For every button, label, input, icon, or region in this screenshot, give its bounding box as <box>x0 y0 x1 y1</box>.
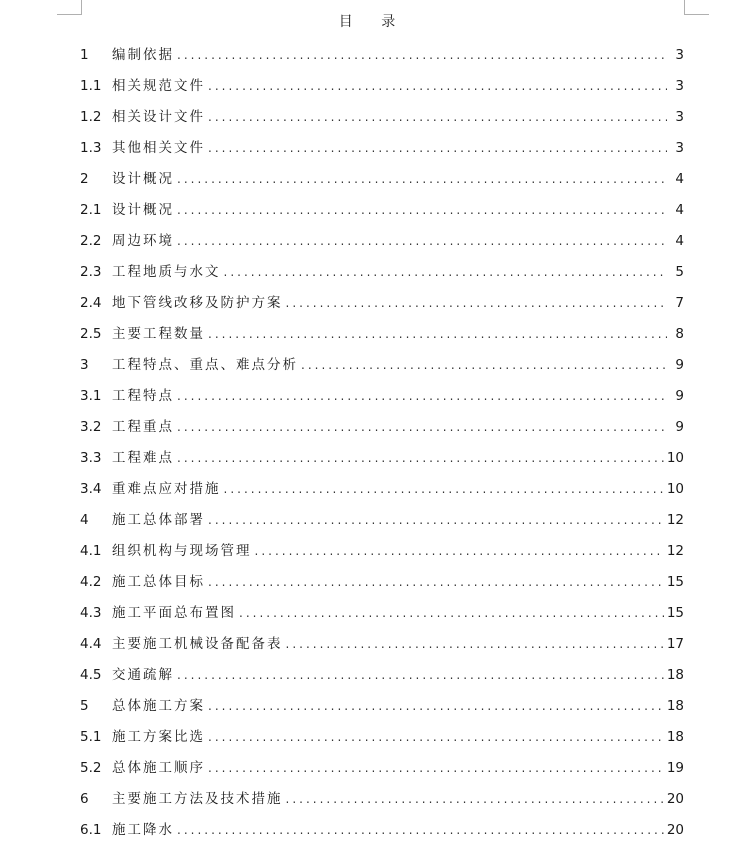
toc-entry-page-number: 10 <box>666 481 684 497</box>
toc-entry[interactable] <box>80 288 684 319</box>
toc-entry-title: 施工总体部署 <box>112 512 205 528</box>
toc-dot-leader <box>255 536 664 567</box>
toc-entry-page-number: 4 <box>675 171 684 187</box>
toc-dot-leader <box>208 567 664 598</box>
toc-entry[interactable] <box>80 815 684 846</box>
toc-dot-leader <box>208 691 664 722</box>
toc-entry-title: 总体施工顺序 <box>112 760 205 776</box>
toc-entry-title: 相关规范文件 <box>112 78 205 94</box>
toc-entry-number: 4.2 <box>80 574 102 590</box>
toc-dot-leader <box>177 381 667 412</box>
toc-entry-title: 施工方案比选 <box>112 729 205 745</box>
toc-entry-page-number: 3 <box>675 140 684 156</box>
toc-entry[interactable] <box>80 691 684 722</box>
toc-entry[interactable] <box>80 722 684 753</box>
toc-entry-title: 交通疏解 <box>112 667 174 683</box>
toc-dot-leader <box>177 195 667 226</box>
toc-dot-leader <box>208 102 667 133</box>
toc-entry-page-number: 20 <box>666 791 684 807</box>
toc-entry-number: 1.1 <box>80 78 102 94</box>
toc-entry-page-number: 18 <box>666 729 684 745</box>
toc-entry-title: 工程特点 <box>112 388 174 404</box>
toc-entry[interactable] <box>80 629 684 660</box>
toc-dot-leader <box>286 629 664 660</box>
toc-entry-title: 设计概况 <box>112 202 174 218</box>
toc-dot-leader <box>177 40 667 71</box>
toc-entry-title: 周边环境 <box>112 233 174 249</box>
toc-entry-number: 2.3 <box>80 264 102 280</box>
toc-entry-title: 工程地质与水文 <box>112 264 221 280</box>
toc-entry-title: 设计概况 <box>112 171 174 187</box>
toc-entry-page-number: 9 <box>675 388 684 404</box>
toc-dot-leader <box>224 474 664 505</box>
toc-title: 目 录 <box>338 14 408 30</box>
toc-entry-title: 施工降水 <box>112 822 174 838</box>
toc-dot-leader <box>286 784 664 815</box>
toc-entry-page-number: 20 <box>666 822 684 838</box>
toc-entry-page-number: 17 <box>666 636 684 652</box>
toc-entry-page-number: 9 <box>675 419 684 435</box>
toc-entry-title: 相关设计文件 <box>112 109 205 125</box>
toc-entry-title: 其他相关文件 <box>112 140 205 156</box>
toc-entry-title: 工程重点 <box>112 419 174 435</box>
toc-entry[interactable] <box>80 381 684 412</box>
toc-dot-leader <box>301 350 667 381</box>
toc-entry[interactable] <box>80 133 684 164</box>
toc-entry-number: 4.5 <box>80 667 102 683</box>
toc-dot-leader <box>208 71 667 102</box>
toc-entry-page-number: 7 <box>675 295 684 311</box>
toc-dot-leader <box>208 753 664 784</box>
toc-entry-number: 2.4 <box>80 295 102 311</box>
toc-entry-title: 主要施工方法及技术措施 <box>112 791 283 807</box>
toc-entry-number: 2.2 <box>80 233 102 249</box>
toc-entry-title: 工程难点 <box>112 450 174 466</box>
toc-entry-page-number: 9 <box>675 357 684 373</box>
toc-entry-title: 主要工程数量 <box>112 326 205 342</box>
toc-entry-page-number: 19 <box>666 760 684 776</box>
toc-entry[interactable] <box>80 753 684 784</box>
toc-dot-leader <box>208 133 667 164</box>
toc-dot-leader <box>177 226 667 257</box>
toc-entry[interactable] <box>80 505 684 536</box>
toc-entry[interactable] <box>80 71 684 102</box>
toc-entry[interactable] <box>80 40 684 71</box>
toc-entry-title: 施工总体目标 <box>112 574 205 590</box>
toc-entry-number: 4 <box>80 512 89 528</box>
toc-entry[interactable] <box>80 164 684 195</box>
toc-entry-number: 2.1 <box>80 202 102 218</box>
toc-entry-number: 3.4 <box>80 481 102 497</box>
toc-entry[interactable] <box>80 195 684 226</box>
toc-entry-number: 6 <box>80 791 89 807</box>
toc-entry-number: 4.4 <box>80 636 102 652</box>
toc-entry[interactable] <box>80 102 684 133</box>
toc-entry[interactable] <box>80 660 684 691</box>
toc-list <box>80 40 684 846</box>
toc-entry-page-number: 8 <box>675 326 684 342</box>
toc-entry-title: 施工平面总布置图 <box>112 605 236 621</box>
toc-entry[interactable] <box>80 443 684 474</box>
toc-entry-page-number: 18 <box>666 698 684 714</box>
toc-dot-leader <box>239 598 664 629</box>
toc-entry-page-number: 4 <box>675 202 684 218</box>
toc-entry-number: 2.5 <box>80 326 102 342</box>
toc-entry[interactable] <box>80 350 684 381</box>
toc-entry-page-number: 15 <box>666 605 684 621</box>
toc-entry-number: 3 <box>80 357 89 373</box>
toc-dot-leader <box>208 319 667 350</box>
toc-entry-number: 4.3 <box>80 605 102 621</box>
toc-dot-leader <box>177 443 664 474</box>
toc-entry-page-number: 10 <box>666 450 684 466</box>
toc-entry-page-number: 4 <box>675 233 684 249</box>
toc-dot-leader <box>224 257 668 288</box>
toc-entry-number: 1.3 <box>80 140 102 156</box>
toc-entry-page-number: 5 <box>675 264 684 280</box>
toc-dot-leader <box>286 288 668 319</box>
toc-entry-page-number: 18 <box>666 667 684 683</box>
toc-entry-title: 工程特点、重点、难点分析 <box>112 357 298 373</box>
toc-entry-page-number: 12 <box>666 543 684 559</box>
toc-entry-title: 编制依据 <box>112 47 174 63</box>
toc-entry-number: 5.2 <box>80 760 102 776</box>
toc-entry-number: 6.1 <box>80 822 102 838</box>
toc-entry-title: 组织机构与现场管理 <box>112 543 252 559</box>
toc-entry-number: 3.3 <box>80 450 102 466</box>
toc-entry-number: 4.1 <box>80 543 102 559</box>
toc-entry-page-number: 12 <box>666 512 684 528</box>
toc-entry[interactable] <box>80 784 684 815</box>
toc-entry[interactable] <box>80 319 684 350</box>
toc-entry[interactable] <box>80 536 684 567</box>
toc-entry[interactable] <box>80 598 684 629</box>
toc-entry-title: 重难点应对措施 <box>112 481 221 497</box>
toc-dot-leader <box>208 505 664 536</box>
toc-entry-page-number: 3 <box>675 109 684 125</box>
toc-entry[interactable] <box>80 474 684 505</box>
toc-entry-number: 3.2 <box>80 419 102 435</box>
toc-dot-leader <box>177 412 667 443</box>
toc-entry-number: 1 <box>80 47 89 63</box>
toc-entry[interactable] <box>80 257 684 288</box>
toc-entry-number: 3.1 <box>80 388 102 404</box>
toc-dot-leader <box>177 164 667 195</box>
toc-entry-number: 1.2 <box>80 109 102 125</box>
toc-entry-page-number: 15 <box>666 574 684 590</box>
toc-entry[interactable] <box>80 567 684 598</box>
toc-entry[interactable] <box>80 226 684 257</box>
toc-entry-page-number: 3 <box>675 78 684 94</box>
toc-dot-leader <box>177 815 664 846</box>
toc-entry-page-number: 3 <box>675 47 684 63</box>
toc-entry-title: 地下管线改移及防护方案 <box>112 295 283 311</box>
toc-entry-title: 主要施工机械设备配备表 <box>112 636 283 652</box>
toc-dot-leader <box>177 660 664 691</box>
toc-entry-number: 2 <box>80 171 89 187</box>
toc-entry[interactable] <box>80 412 684 443</box>
toc-entry-number: 5 <box>80 698 89 714</box>
toc-dot-leader <box>208 722 664 753</box>
toc-entry-title: 总体施工方案 <box>112 698 205 714</box>
toc-entry-number: 5.1 <box>80 729 102 745</box>
